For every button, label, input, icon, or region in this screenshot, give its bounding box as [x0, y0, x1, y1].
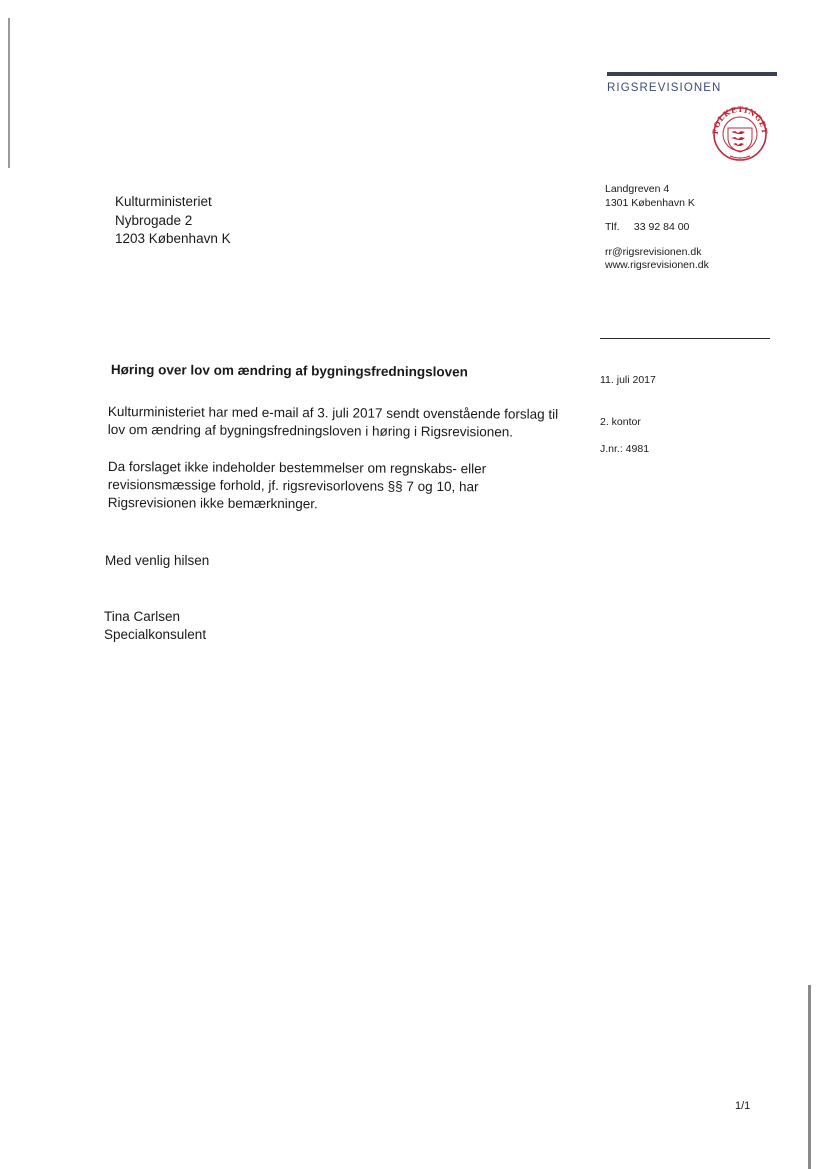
- scan-edge-left: [8, 18, 10, 168]
- signature-block: [104, 608, 206, 644]
- svg-text:FOLKETINGET: [711, 106, 769, 135]
- phone-number: 33 92 84 00: [633, 221, 690, 233]
- scan-edge-right: [808, 985, 811, 1169]
- recipient-city: 1203 København K: [115, 231, 231, 246]
- page-number: 1/1: [735, 1100, 751, 1112]
- body-paragraph: Kulturministeriet har med e-mail af 3. juli 2017 sendt ovenstående forslag til lov om ændring af bygningsfredningsloven i høring i Rigsrevisionen.: [107, 403, 559, 440]
- sender-phone-row: [605, 221, 709, 235]
- sender-street: Landgreven 4: [605, 183, 670, 195]
- meta-divider: [600, 338, 770, 339]
- folketinget-seal-icon: [708, 106, 772, 162]
- letter-date: 11. juli 2017: [600, 374, 656, 386]
- letter-subject: Høring over lov om ændring af bygningsfredningsloven: [110, 362, 469, 380]
- recipient-name: Kulturministeriet: [115, 194, 212, 209]
- recipient-street: Nybrogade 2: [115, 212, 193, 228]
- signer-name: Tina Carlsen: [104, 609, 181, 624]
- sender-city: 1301 København K: [605, 196, 695, 209]
- sender-email[interactable]: rr@rigsrevisionen.dk: [605, 245, 702, 258]
- sender-info: [605, 183, 709, 273]
- sender-web[interactable]: www.rigsrevisionen.dk: [605, 259, 709, 271]
- office: 2. kontor: [600, 416, 641, 428]
- org-name: RIGSREVISIONEN: [607, 82, 722, 94]
- seal-text: FOLKETINGET: [710, 106, 770, 135]
- closing: Med venlig hilsen: [105, 553, 210, 568]
- signer-title: Specialkonsulent: [104, 627, 207, 642]
- body-paragraph: Da forslaget ikke indeholder bestemmelser om regnskabs- eller revisionsmæssige forhold, jf. rigsrevisorlovens §§ 7 og 10, har Rigsrevisionen ikke bemærkninger.: [107, 458, 487, 512]
- letterhead-rule: [607, 72, 777, 76]
- phone-label: Tlf.: [605, 221, 620, 233]
- journal-number: J.nr.: 4981: [600, 443, 650, 455]
- recipient-address: [115, 193, 231, 249]
